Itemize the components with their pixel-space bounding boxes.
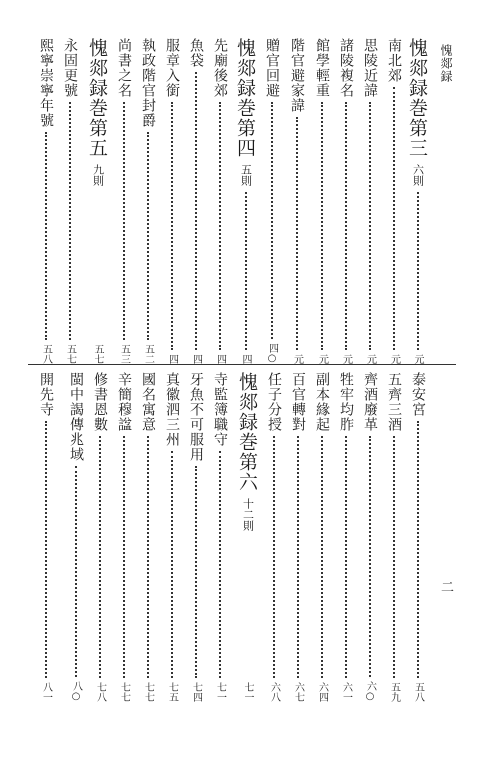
entry-title: 熙寧崇寧年號 xyxy=(38,38,54,128)
leader-dots xyxy=(417,421,419,678)
entry-page-number: 八一 xyxy=(40,682,52,702)
entry-title: 任子分授 xyxy=(266,372,282,432)
entry-page-number: 元 xyxy=(316,354,328,364)
leader-dots xyxy=(171,102,173,350)
toc-entry xyxy=(262,38,282,364)
toc-entry xyxy=(66,372,86,702)
leader-dots xyxy=(147,132,149,340)
entry-page-number: 六○ xyxy=(364,681,376,702)
toc-entry xyxy=(138,372,158,702)
entry-page-number: 七七 xyxy=(118,682,130,702)
entry-count: 六則 xyxy=(411,164,425,186)
entry-page-number: 四 xyxy=(240,354,251,364)
leader-dots xyxy=(296,117,298,350)
leader-dots xyxy=(297,436,299,678)
leader-dots xyxy=(195,72,197,350)
entry-count: 五則 xyxy=(239,164,253,186)
toc-entry xyxy=(186,372,206,702)
leader-dots xyxy=(195,466,197,678)
entry-page-number: 六七 xyxy=(292,682,304,702)
section-divider xyxy=(28,364,456,365)
entry-title: 執政階官封爵 xyxy=(140,38,156,128)
entry-page-number: 五七 xyxy=(92,344,103,364)
toc-entry xyxy=(287,38,307,364)
toc-entry xyxy=(384,38,404,364)
volume-heading xyxy=(232,38,259,364)
entry-page-number: 七八 xyxy=(94,682,106,702)
entry-title: 牲牢均胙 xyxy=(338,372,354,432)
entry-title: 五齊三酒 xyxy=(386,372,402,432)
toc-entry xyxy=(312,38,332,364)
entry-page-number: 五八 xyxy=(412,682,424,702)
toc-entry xyxy=(264,372,284,702)
leader-dots xyxy=(393,87,395,350)
toc-entry xyxy=(114,372,134,702)
volume-title: 愧郯録巻第三 xyxy=(406,38,428,158)
leader-dots xyxy=(273,436,275,678)
entry-page-number: 元 xyxy=(412,354,423,364)
toc-entry xyxy=(60,38,80,364)
toc-entry xyxy=(186,38,206,364)
entry-title: 諸陵複名 xyxy=(338,38,354,98)
entry-page-number: 五七 xyxy=(64,344,76,364)
entry-page-number: 五三 xyxy=(118,344,130,364)
volume-title: 愧郯録巻第四 xyxy=(234,38,256,158)
entry-page-number: 七一 xyxy=(242,682,253,702)
leader-dots xyxy=(345,102,347,350)
entry-page-number: 四 xyxy=(166,354,178,364)
entry-page-number: 七四 xyxy=(190,682,202,702)
leader-dots xyxy=(393,436,395,678)
leader-dots xyxy=(345,436,347,678)
leader-dots xyxy=(271,102,273,339)
entry-page-number: 元 xyxy=(291,354,303,364)
entry-page-number: 四○ xyxy=(266,343,278,364)
toc-entry xyxy=(336,38,356,364)
entry-page-number: 元 xyxy=(340,354,352,364)
toc-entry xyxy=(162,372,182,702)
running-head: 愧郯録 xyxy=(439,44,453,83)
toc-entry xyxy=(360,372,380,702)
leader-dots xyxy=(45,132,47,340)
leader-dots xyxy=(147,436,149,678)
toc-entry xyxy=(336,372,356,702)
volume-title: 愧郯録巻第六 xyxy=(236,372,258,492)
entry-title: 牙魚不可服用 xyxy=(188,372,204,462)
toc-entry xyxy=(162,38,182,364)
leader-dots xyxy=(45,421,47,678)
entry-page-number: 五二 xyxy=(142,344,154,364)
entry-title: 贈官回避 xyxy=(264,38,280,98)
entry-page-number: 元 xyxy=(364,354,376,364)
entry-page-number: 七五 xyxy=(166,682,178,702)
entry-title: 百官轉對 xyxy=(290,372,306,432)
entry-page-number: 六四 xyxy=(316,682,328,702)
leader-dots xyxy=(123,102,125,340)
leader-dots xyxy=(321,102,323,350)
toc-entry xyxy=(408,372,428,702)
toc-entry xyxy=(138,38,158,364)
volume-title: 愧郯録巻第五 xyxy=(86,38,108,158)
leader-dots xyxy=(321,436,323,678)
toc-entry xyxy=(36,372,56,702)
entry-title: 寺監簿職守 xyxy=(212,372,228,447)
entry-page-number: 六八 xyxy=(268,682,280,702)
leader-dots xyxy=(417,192,419,350)
leader-dots xyxy=(245,192,247,350)
toc-entry xyxy=(288,372,308,702)
entry-title: 修書恩數 xyxy=(92,372,108,432)
toc-entry xyxy=(36,38,56,364)
leader-dots xyxy=(99,436,101,678)
entry-title: 泰安宮 xyxy=(410,372,426,417)
volume-heading xyxy=(84,38,111,364)
entry-title: 先廟後郊 xyxy=(212,38,228,98)
leader-dots xyxy=(369,102,371,350)
entry-page-number: 五九 xyxy=(388,682,400,702)
entry-page-number: 八○ xyxy=(70,681,82,702)
entry-title: 服章入銜 xyxy=(164,38,180,98)
toc-entry xyxy=(360,38,380,364)
entry-title: 尚書之名 xyxy=(116,38,132,98)
toc-entry xyxy=(210,372,230,702)
toc-entry xyxy=(384,372,404,702)
leader-dots xyxy=(123,436,125,678)
entry-page-number: 五八 xyxy=(40,344,52,364)
entry-count: 九則 xyxy=(91,164,105,186)
entry-title: 齊酒廢革 xyxy=(362,372,378,432)
leader-dots xyxy=(369,436,371,677)
entry-title: 國名寓意 xyxy=(140,372,156,432)
entry-title: 永固更號 xyxy=(62,38,78,98)
toc-lower-block xyxy=(0,372,500,702)
toc-entry xyxy=(114,38,134,364)
leader-dots xyxy=(75,466,77,677)
leader-dots xyxy=(171,451,173,678)
entry-page-number: 四 xyxy=(190,354,202,364)
toc-entry xyxy=(90,372,110,702)
entry-page-number: 六一 xyxy=(340,682,352,702)
entry-title: 真徽泗三州 xyxy=(164,372,180,447)
entry-title: 階官避家諱 xyxy=(289,38,305,113)
entry-title: 閩中謁傳兆域 xyxy=(68,372,84,462)
leader-dots xyxy=(219,451,221,678)
entry-title: 辛簡穆諡 xyxy=(116,372,132,432)
toc-entry xyxy=(210,38,230,364)
volume-heading xyxy=(234,372,261,702)
entry-page-number: 四 xyxy=(214,354,226,364)
page-number: 二 xyxy=(438,580,453,593)
leader-dots xyxy=(219,102,221,350)
toc-upper-block xyxy=(0,38,500,364)
volume-heading xyxy=(404,38,431,364)
entry-page-number: 七一 xyxy=(214,682,226,702)
entry-count: 十二則 xyxy=(241,498,255,531)
entry-page-number: 元 xyxy=(388,354,400,364)
entry-page-number: 七七 xyxy=(142,682,154,702)
entry-title: 館學輕重 xyxy=(314,38,330,98)
leader-dots xyxy=(69,102,71,340)
entry-title: 魚袋 xyxy=(188,38,204,68)
entry-title: 南北郊 xyxy=(386,38,402,83)
entry-title: 思陵近諱 xyxy=(362,38,378,98)
entry-title: 開先寺 xyxy=(38,372,54,417)
entry-title: 副本緣起 xyxy=(314,372,330,432)
toc-entry xyxy=(312,372,332,702)
